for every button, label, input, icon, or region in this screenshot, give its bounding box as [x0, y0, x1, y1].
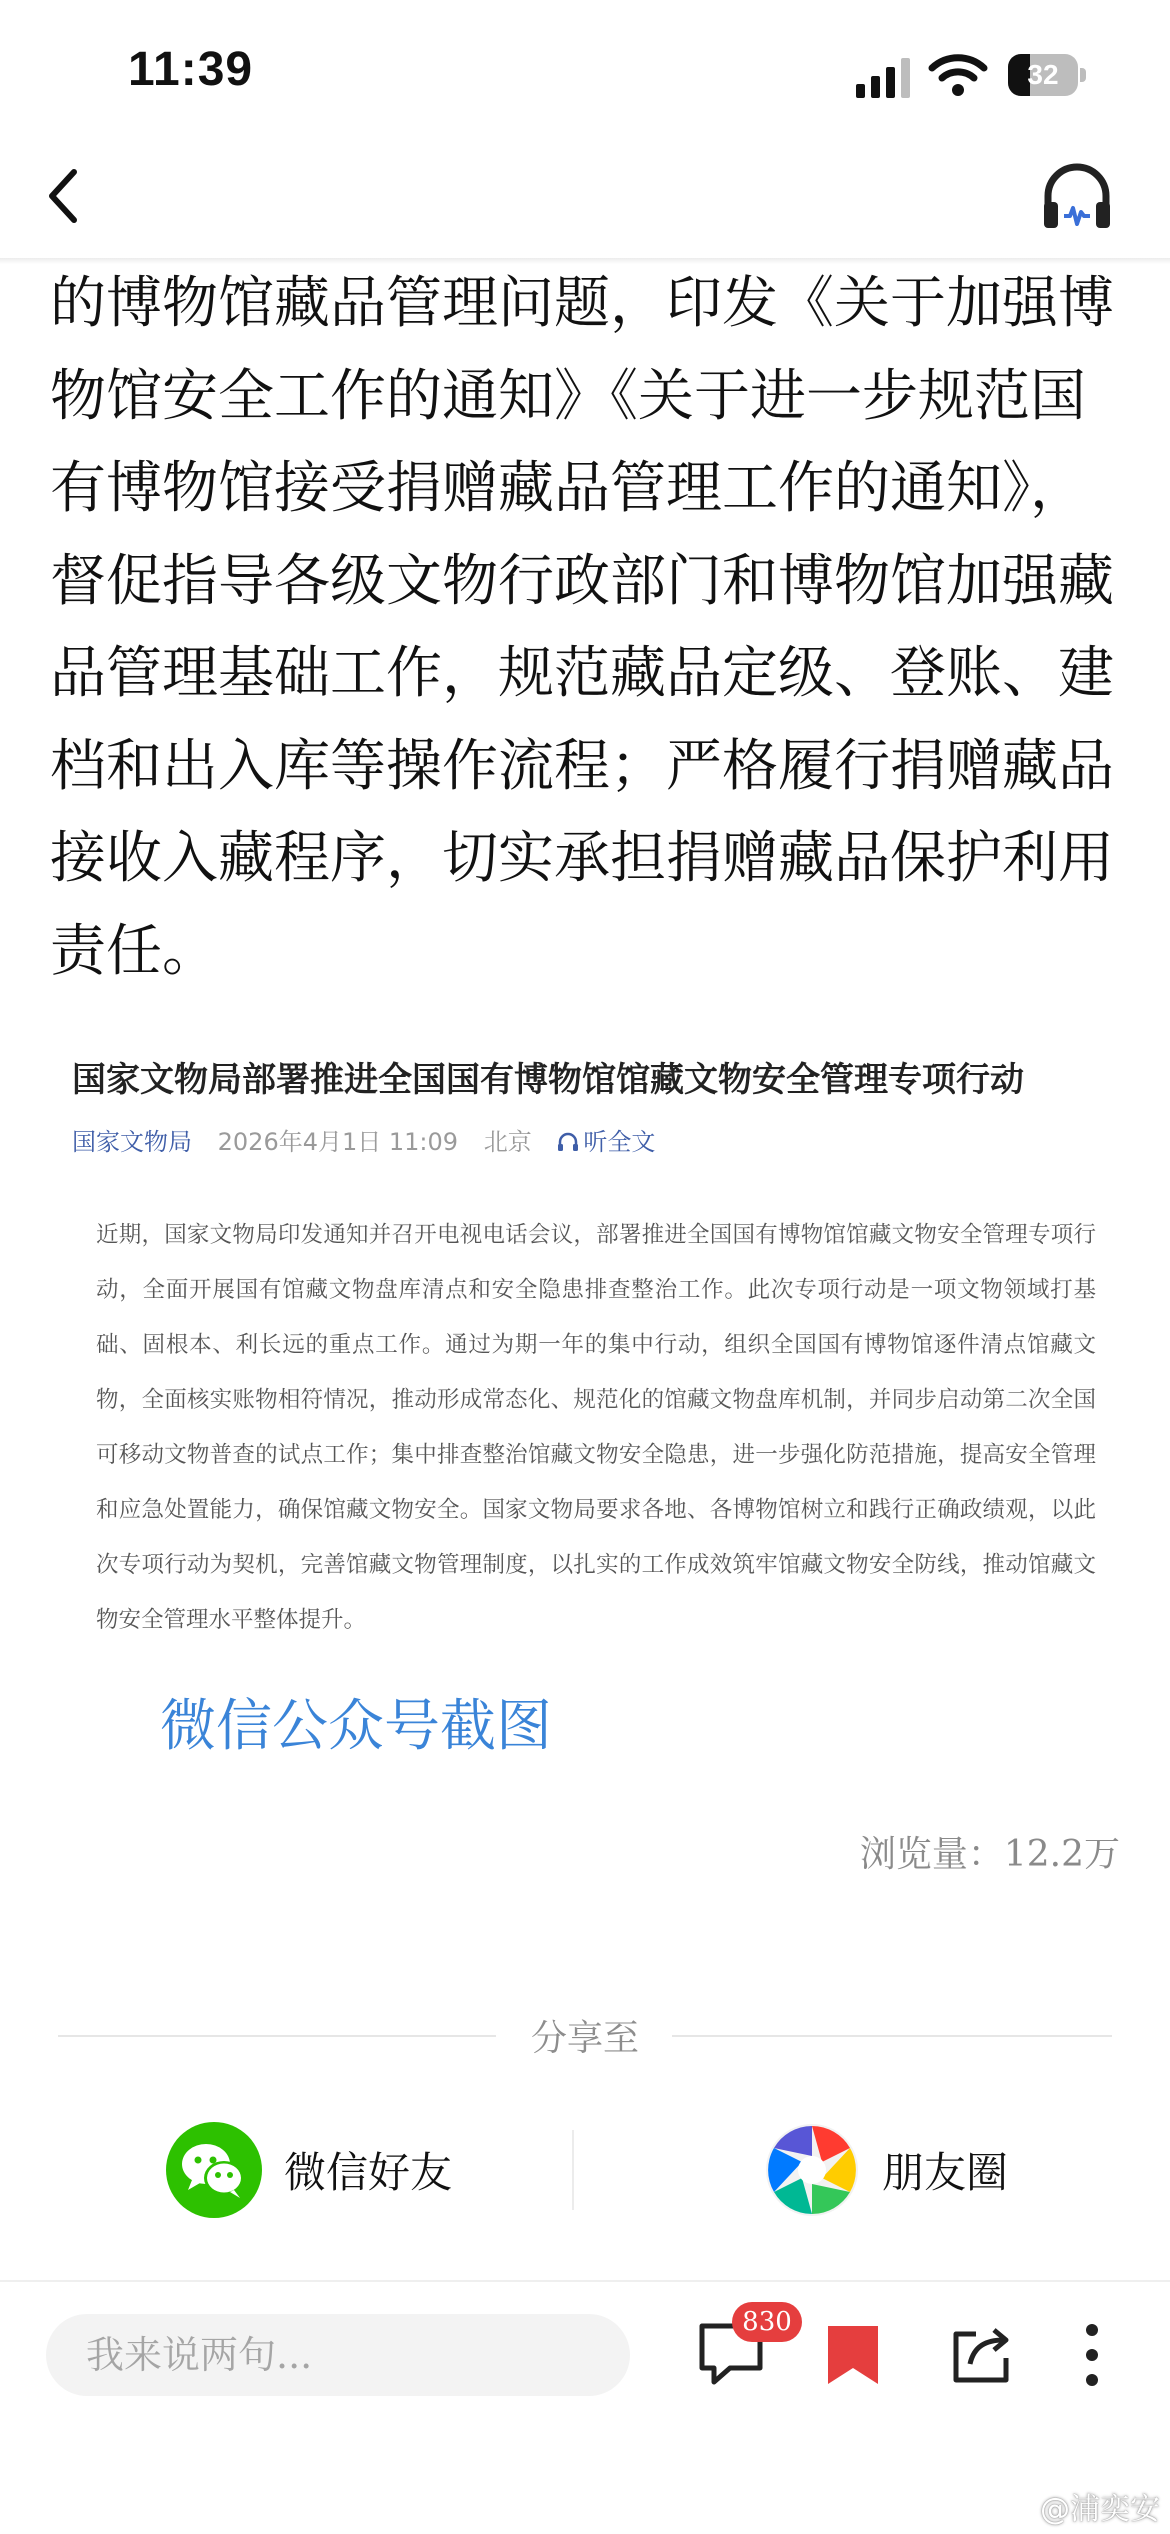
comment-input[interactable] [46, 2314, 630, 2396]
embedded-listen [557, 1128, 655, 1156]
status-time: 11:39 [128, 43, 254, 96]
embedded-location: 北京 [483, 1128, 532, 1156]
share-label: 分享至 [530, 2018, 639, 2059]
share-icon[interactable] [950, 2322, 1012, 2384]
wechat-icon [166, 2122, 262, 2218]
battery-level: 32 [1027, 59, 1059, 90]
bookmark-icon[interactable] [826, 2324, 880, 2386]
back-chevron-icon[interactable] [44, 166, 84, 226]
embedded-listen-label: 听全文 [583, 1128, 656, 1156]
embedded-article-body: 近期，国家文物局印发通知并召开电视电话会议，部署推进全国国有博物馆馆藏文物安全管理专项行动，全面开展国有馆藏文物盘库清点和安全隐患排查整治工作。此次专项行动是一项文物领域打基础、固根本、利长远的重点工作。通过为期一年的集中行动，组织全国国有博物馆逐件清点馆藏文物，全面核实账物相符情况，推动形成常态化、规范化的馆藏文物盘库机制，并同步启动第二次全国可移动文物普查的试点工作；集中排查整治馆藏文物安全隐患，进一步强化防范措施，提高安全管理和应急处置能力，确保馆藏文物安全。国家文物局要求各地、各博物馆树立和践行正确政绩观，以此次专项行动为契机，完善馆藏文物管理制度，以扎实的工作成效筑牢馆藏文物安全防线，推动馆藏文物安全管理水平整体提升。 [96, 1222, 1096, 1633]
embedded-article-meta [72, 1122, 673, 1157]
headphones-icon [557, 1132, 579, 1152]
embedded-article-title: 国家文物局部署推进全国国有博物馆馆藏文物安全管理专项行动 [72, 1060, 1024, 1100]
view-count: 浏览量：12.2万 [859, 1834, 1120, 1875]
article-body-text: 的博物馆藏品管理问题，印发《关于加强博物馆安全工作的通知》《关于进一步规范国有博物馆接受捐赠藏品管理工作的通知》，督促指导各级文物行政部门和博物馆加强藏品管理基础工作，规范藏品定级、登账、建档和出入库等操作流程；严格履行捐赠藏品接收入藏程序，切实承担捐赠藏品保护利用责任。 [50, 271, 1114, 984]
share-divider-right [672, 2035, 1112, 2037]
battery-icon [1008, 54, 1086, 98]
share-divider-left [58, 2035, 496, 2037]
image-caption: 微信公众号截图 [160, 1694, 552, 1759]
moments-aperture-icon [764, 2122, 860, 2218]
comment-count-badge: 830 [732, 2302, 802, 2342]
more-vertical-icon[interactable] [1084, 2322, 1100, 2388]
embedded-source: 国家文物局 [72, 1128, 192, 1156]
watermark: @浦奕安 [1040, 2492, 1160, 2527]
share-separator [572, 2130, 574, 2210]
wifi-icon [928, 52, 988, 98]
share-moments-button[interactable] [764, 2120, 1008, 2220]
cellular-signal-icon [856, 58, 912, 98]
share-wechat-friend-button[interactable] [166, 2120, 452, 2220]
share-wechat-friend-label: 微信好友 [284, 2148, 453, 2197]
headphones-icon[interactable] [1040, 160, 1114, 232]
embedded-date: 2026年4月1日 11:09 [217, 1128, 459, 1156]
share-moments-label: 朋友圈 [882, 2148, 1009, 2197]
